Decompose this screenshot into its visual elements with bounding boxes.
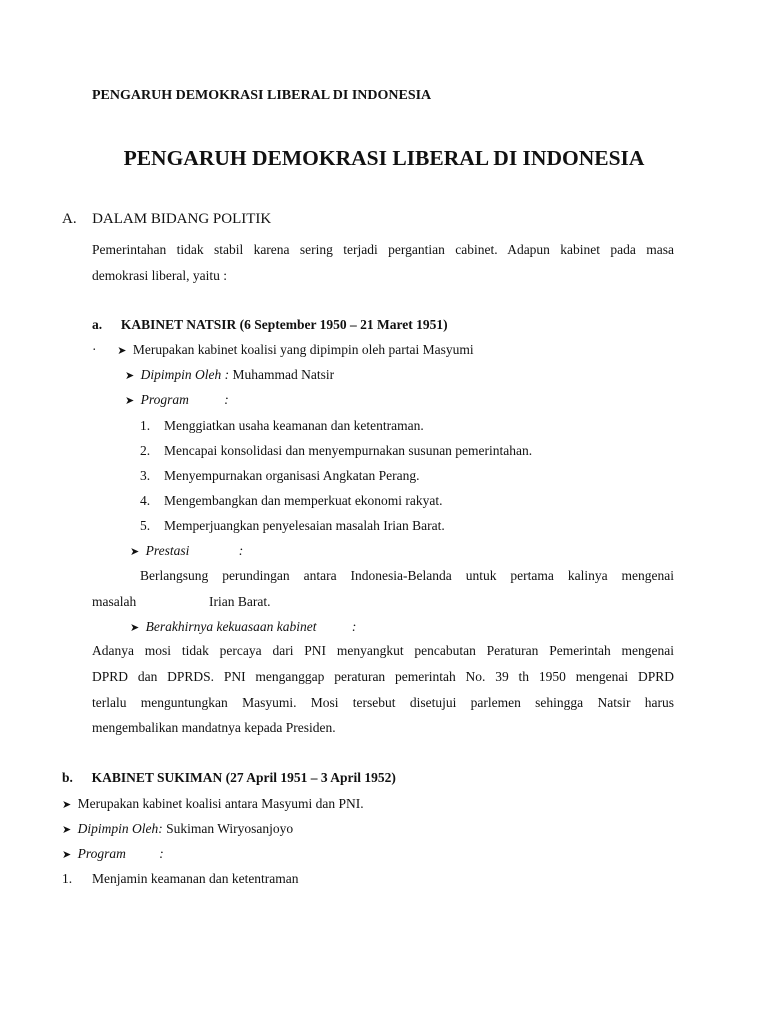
- kabinet-a-heading: [92, 317, 448, 333]
- kabinet-a-title: KABINET NATSIR (6 September 1950 – 21 Maret 1951): [120, 317, 448, 332]
- document-header: PENGARUH DEMOKRASI LIBERAL DI INDONESIA: [92, 88, 432, 103]
- section-a-label: A.: [62, 211, 77, 227]
- kabinet-a-prestasi-colon: :: [238, 543, 244, 558]
- prestasi-text-b: Irian Barat.: [208, 594, 271, 609]
- kabinet-a-program-4: [140, 493, 443, 509]
- kabinet-a-prestasi-item: [130, 543, 243, 559]
- program-text: Menjamin keamanan dan ketentraman: [92, 871, 299, 886]
- arrow-bullet-icon: ➤: [62, 849, 72, 861]
- arrow-bullet-icon: ➤: [130, 622, 140, 634]
- section-a-title: DALAM BIDANG POLITIK: [92, 211, 272, 227]
- program-text: Memperjuangkan penyelesaian masalah Irian Barat.: [164, 518, 445, 533]
- kabinet-a-end-colon: :: [351, 619, 357, 634]
- kabinet-a-program-3: [140, 468, 419, 484]
- kabinet-a-prestasi-line1: Berlangsung perundingan antara Indonesia-Belanda untuk pertama kalinya mengenai: [140, 568, 674, 583]
- kabinet-b-label: b.: [62, 770, 73, 785]
- kabinet-a-program-label: Program: [140, 392, 189, 407]
- bullet-dot: ·: [92, 342, 97, 357]
- arrow-bullet-icon: ➤: [62, 799, 72, 811]
- kabinet-a-end-label: Berakhirnya kekuasaan kabinet: [145, 619, 317, 634]
- kabinet-b-program-item: [62, 846, 164, 862]
- section-a-heading: [62, 211, 271, 228]
- kabinet-a-coalition-item: [92, 342, 474, 358]
- kabinet-a-prestasi-label: Prestasi: [145, 543, 190, 558]
- arrow-bullet-icon: ➤: [130, 546, 140, 558]
- section-a-intro-line2: demokrasi liberal, yaitu :: [92, 268, 227, 283]
- kabinet-a-end-item: [130, 619, 356, 635]
- kabinet-a-label: a.: [92, 317, 103, 332]
- arrow-bullet-icon: ➤: [125, 395, 135, 407]
- program-number: 1.: [62, 871, 73, 886]
- kabinet-b-program-label: Program: [77, 846, 126, 861]
- kabinet-b-program-colon: :: [159, 846, 164, 861]
- kabinet-a-end-line4: mengembalikan mandatnya kepada Presiden.: [92, 720, 336, 735]
- prestasi-text-a: masalah: [92, 594, 137, 609]
- kabinet-a-end-line3: terlalu menguntungkan Masyumi. Mosi tersebut disetujui parlemen sehingga Natsir harus: [92, 695, 674, 710]
- program-text: Menyempurnakan organisasi Angkatan Perang.: [164, 468, 420, 483]
- kabinet-a-coalition-text: Merupakan kabinet koalisi yang dipimpin oleh partai Masyumi: [132, 342, 474, 357]
- program-text: Mengembangkan dan memperkuat ekonomi rakyat.: [164, 493, 443, 508]
- section-a-intro-line1: Pemerintahan tidak stabil karena sering terjadi pergantian cabinet. Adapun kabinet pada masa: [92, 242, 674, 257]
- kabinet-b-leader-label: Dipimpin Oleh:: [77, 821, 163, 836]
- kabinet-a-program-item: [125, 392, 229, 408]
- kabinet-b-heading: [62, 770, 396, 786]
- kabinet-b-leader-item: [62, 821, 293, 837]
- program-number: 5.: [140, 518, 151, 533]
- program-text: Menggiatkan usaha keamanan dan ketentraman.: [164, 418, 424, 433]
- kabinet-b-coalition-item: [62, 796, 364, 812]
- arrow-bullet-icon: ➤: [125, 370, 135, 382]
- program-text: Mencapai konsolidasi dan menyempurnakan susunan pemerintahan.: [164, 443, 533, 458]
- document-title: PENGARUH DEMOKRASI LIBERAL DI INDONESIA: [123, 146, 645, 170]
- kabinet-a-end-line2: DPRD dan DPRDS. PNI menganggap peraturan pemerintah No. 39 th 1950 mengenai DPRD: [92, 669, 674, 684]
- kabinet-a-leader-label: Dipimpin Oleh :: [140, 367, 230, 382]
- program-number: 3.: [140, 468, 151, 483]
- kabinet-a-program-colon: :: [224, 392, 229, 407]
- arrow-bullet-icon: ➤: [117, 345, 127, 357]
- kabinet-b-coalition-text: Merupakan kabinet koalisi antara Masyumi dan PNI.: [77, 796, 364, 811]
- program-number: 2.: [140, 443, 151, 458]
- kabinet-a-program-2: [140, 443, 532, 459]
- kabinet-a-prestasi-line2: [92, 594, 270, 610]
- kabinet-a-leader-name: Muhammad Natsir: [232, 367, 335, 382]
- kabinet-a-program-5: [140, 518, 445, 534]
- kabinet-a-program-1: [140, 418, 424, 434]
- kabinet-a-end-line1: Adanya mosi tidak percaya dari PNI menyangkut pencabutan Peraturan Pemerintah mengenai: [92, 643, 674, 658]
- program-number: 4.: [140, 493, 151, 508]
- program-number: 1.: [140, 418, 151, 433]
- kabinet-b-leader-name: Sukiman Wiryosanjoyo: [166, 821, 294, 836]
- kabinet-a-leader-item: [125, 367, 334, 383]
- arrow-bullet-icon: ➤: [62, 824, 72, 836]
- kabinet-b-title: KABINET SUKIMAN (27 April 1951 – 3 April 1952): [91, 770, 396, 785]
- kabinet-b-program-1: [62, 871, 299, 887]
